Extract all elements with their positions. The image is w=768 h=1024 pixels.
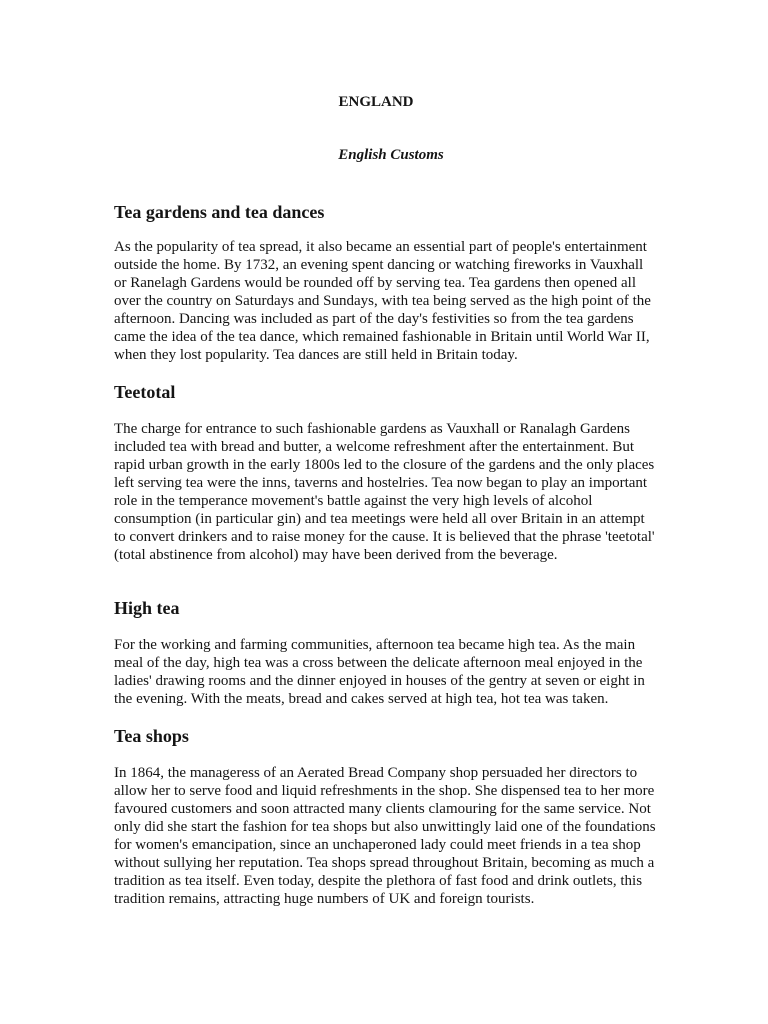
section-heading: High tea — [114, 598, 180, 618]
section-paragraph: The charge for entrance to such fashionable gardens as Vauxhall or Ranalagh Gardens included tea with bread and butter, a welcome refreshment after the entertainment. But rapid urban growth in the early 1800s led to the closure of the gardens and the only places left serving tea were the inns, taverns and hostelries. Tea now began to play an important role in the temperance movement's battle against the very high levels of alcohol consumption (in particular gin) and tea meetings were held all over Britain in an attempt to convert drinkers and to raise money for the cause. It is believed that the phrase 'teetotal' (total abstinence from alcohol) may have been derived from the beverage. — [114, 421, 655, 563]
section-paragraph: For the working and farming communities, afternoon tea became high tea. As the main meal of the day, high tea was a cross between the delicate afternoon meal enjoyed in the ladies' drawing rooms and the dinner enjoyed in houses of the gentry at seven or eight in the evening. With the meats, bread and cakes served at high tea, hot tea was taken. — [114, 637, 645, 707]
section-paragraph: As the popularity of tea spread, it also became an essential part of people's entertainment outside the home. By 1732, an evening spent dancing or watching fireworks in Vauxhall or Ranelagh Gardens would be rounded off by serving tea. Tea gardens then opened all over the country on Saturdays and Sundays, with tea being served as the high point of the afternoon. Dancing was included as part of the day's festivities so from the tea gardens came the idea of the tea dance, which remained fashionable in Britain until World War II, when they lost popularity. Tea dances are still held in Britain today. — [114, 239, 651, 363]
section-heading: Teetotal — [114, 382, 176, 402]
document-title: ENGLAND — [338, 94, 414, 110]
document-subtitle: English Customs — [338, 147, 444, 163]
section-heading: Tea shops — [114, 726, 189, 746]
section-heading: Tea gardens and tea dances — [114, 202, 325, 222]
section-tea-shops — [114, 725, 659, 908]
section-tea-gardens — [114, 201, 659, 364]
section-high-tea — [114, 597, 659, 708]
section-teetotal — [114, 381, 659, 564]
section-paragraph: In 1864, the manageress of an Aerated Bread Company shop persuaded her directors to allow her to serve food and liquid refreshments in the shop. She dispensed tea to her more favoured customers and soon attracted many clients clamouring for the same service. Not only did she start the fashion for tea shops but also unwittingly laid one of the foundations for women's emancipation, since an unchaperoned lady could meet friends in a tea shop without sullying her reputation. Tea shops spread throughout Britain, becoming as much a tradition as tea itself. Even today, despite the plethora of fast food and drink outlets, this tradition remains, attracting huge numbers of UK and foreign tourists. — [114, 765, 656, 907]
